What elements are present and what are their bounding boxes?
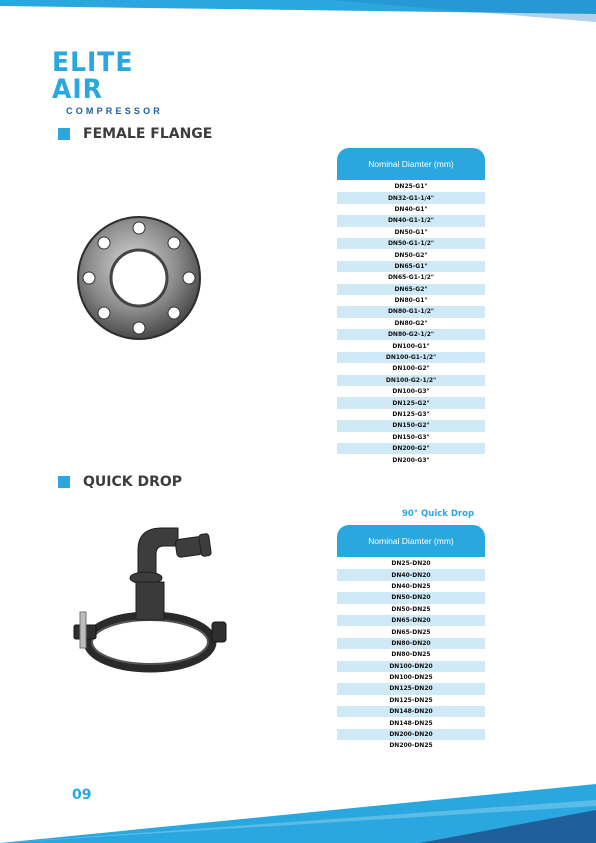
- table-row: DN148-DN25: [389, 719, 433, 727]
- table-row: DN200-G2": [337, 443, 485, 454]
- table-row: DN50-G1": [394, 228, 428, 236]
- table-row: DN200-DN25: [389, 742, 433, 750]
- table-row: DN100-G1-1/2": [337, 352, 485, 363]
- table-row: DN25-G1": [394, 183, 428, 191]
- brand-subtitle: COMPRESSOR: [66, 106, 164, 116]
- table-row: DN50-DN25: [391, 605, 431, 613]
- table-row: DN100-G2": [392, 365, 430, 373]
- table-row: DN100-DN25: [389, 674, 433, 682]
- table-row: DN100-G2-1/2": [337, 375, 485, 386]
- table-row: DN65-G2": [337, 284, 485, 295]
- table-row: DN65-G1-1/2": [387, 274, 435, 282]
- table-header: Nominal Diamter (mm): [337, 525, 485, 557]
- table-row: DN100-G3": [392, 388, 430, 396]
- table-row: DN50-DN20: [337, 592, 485, 603]
- bottom-decorative-band: [0, 770, 596, 843]
- table-row: DN32-G1-1/4": [337, 192, 485, 203]
- table-row: DN40-G1": [394, 205, 428, 213]
- table-row: DN200-G3": [392, 456, 430, 464]
- table-row: DN65-G1": [337, 261, 485, 272]
- female-flange-image: [76, 215, 202, 341]
- table-row: DN25-DN20: [391, 560, 431, 568]
- table-row: DN80-DN20: [337, 638, 485, 649]
- section-heading: QUICK DROP: [83, 474, 183, 490]
- table-row: DN150-G3": [392, 433, 430, 441]
- table-row: DN40-DN20: [337, 569, 485, 580]
- quick-drop-image: [66, 520, 246, 700]
- female-flange-table: [337, 148, 485, 466]
- section-bullet-icon: [58, 128, 70, 140]
- table-row: DN100-DN20: [337, 661, 485, 672]
- table-row: DN50-G2": [394, 251, 428, 259]
- table-row: DN65-DN25: [391, 628, 431, 636]
- table-header: Nominal Diamter (mm): [337, 148, 485, 180]
- section-title-quick-drop: [58, 474, 182, 490]
- table-row: DN80-G2": [394, 319, 428, 327]
- section-heading: FEMALE FLANGE: [83, 126, 213, 142]
- section-title-female-flange: [58, 126, 212, 142]
- table-row: DN148-DN20: [337, 706, 485, 717]
- brand-logo: [52, 46, 192, 116]
- page-number: 09: [72, 787, 92, 803]
- table-row: DN40-DN25: [391, 582, 431, 590]
- table-row: DN200-DN20: [337, 729, 485, 740]
- quick-drop-table: [337, 525, 485, 752]
- table-row: DN80-G1": [394, 297, 428, 305]
- table-row: DN80-G1-1/2": [337, 306, 485, 317]
- brand-name: ELITE AIR: [52, 46, 134, 105]
- section-bullet-icon: [58, 476, 70, 488]
- table-row: DN150-G2": [337, 420, 485, 431]
- table-row: DN125-G3": [392, 411, 430, 418]
- table-row: DN125-G2": [337, 397, 485, 408]
- table-row: DN125-DN20: [337, 683, 485, 694]
- top-decorative-band: [0, 0, 596, 36]
- table-row: DN125-DN25: [389, 696, 433, 704]
- table-row: DN40-G1-1/2": [337, 215, 485, 226]
- table-row: DN80-DN25: [391, 651, 431, 659]
- quick-drop-sublabel: 90° Quick Drop: [402, 509, 475, 519]
- table-row: DN80-G2-1/2": [337, 329, 485, 340]
- table-row: DN50-G1-1/2": [337, 238, 485, 249]
- table-row: DN65-DN20: [337, 615, 485, 626]
- table-row: DN100-G1": [392, 342, 430, 350]
